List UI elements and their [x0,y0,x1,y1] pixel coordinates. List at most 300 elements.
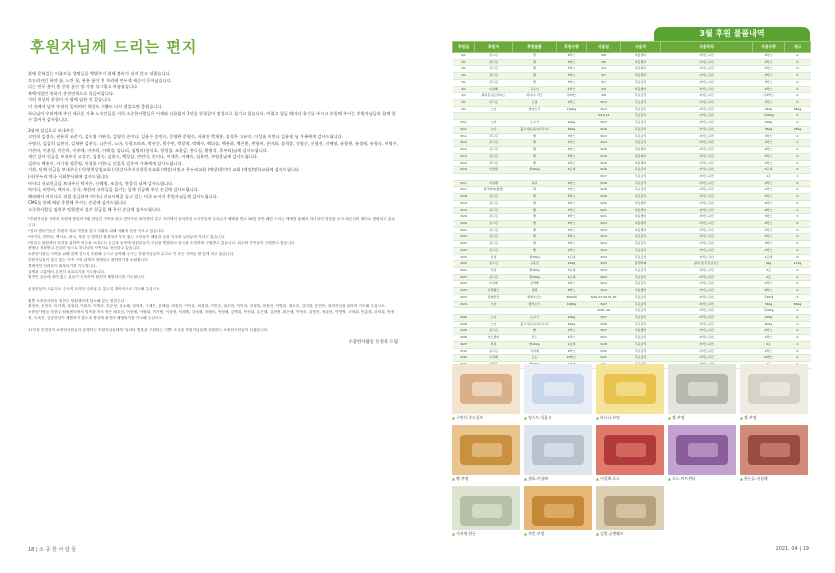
table-cell: 자석노숙인 [661,274,753,281]
table-cell: 제과점 윤브라더스 [475,93,513,100]
table-cell: 이천쌀 [475,167,513,174]
table-row [453,214,811,221]
table-cell: 구운김 [513,261,557,268]
table-cell: 4박스 [753,328,785,335]
table-row [453,133,811,140]
table-row [453,86,811,93]
table-cell: 아동센터 [621,66,661,73]
table-row [453,288,811,295]
photo-shape [688,382,718,396]
table-cell: 쌀10kg [513,254,557,261]
table-cell: 3/11 [453,126,475,133]
table-cell: 0 [785,207,811,214]
table-cell: 2포대 [557,274,587,281]
table-cell: 3/1 [453,53,475,60]
table-cell: 0 [785,73,811,80]
table-cell: 자석노숙인 [661,207,753,214]
table-cell: 존드림 [475,160,513,167]
header-cell: 사용처 [621,42,661,53]
table-cell: 빵 [513,133,557,140]
table-cell: 이성배 [475,355,513,362]
table-cell: 0 [785,241,811,248]
table-row [453,106,811,113]
footer-left-sep: | [35,547,38,553]
photo-caption: ▲ 샘표-이성배 [524,476,592,482]
table-cell: 4박스 [557,200,587,207]
table-cell: 빵 [513,214,557,221]
letter-paragraph-2: 3월에 섬김으로 보내주신 고연희 김경숙, 권용희 조준기, 김도영 이판숙, 김영진 손미나, 김용수 송연숙, 문영완 문영숙, 서화진 박재홍, 송경옥 고유미, 이성술 이민나 김유영 님 가족에게 감사드립니다. 구명신, 김갑희 김현인, 김재완 김현숙, 나은선, 노마, 동광프라즈, 박산순, 박수빈, 박창학, 박해수, 백다솔, 백용하, 백은환, 변영비, 손미화, 송희종, 신영순, 신형진, 신혜영, 유광현, 유정애, 유청숙, 이명수, 이산아, 이윤정, 이은희, 이주애, 이주희, 이해경, 임나리, 임병미(장지호, 정형철, 조윤금, 홍득실, 황영석, 후부리)님께 감사드립니다. 개인 감사 헌금을 보내주신 고강순, 김경숙, 김현숙, 백상삼, 변연미, 손미나, 이재은, 이혜숙, 임윤연, 주영훈님께 감사드립니다. 김현숙 백홍선, 이기형 정준영, 이성용 이한나, 인훈목 김온여 가족에게 감사드립니다. 기관, 단체 헌금을 보내주신 (거)양천상업교회 (거)강사주지선한목자교회 (예장)서빙고 온누리교회 (예장)행이덕 교회 (예장)명학교회에 감사드립니다. (사)온누리 약국 사회봉사회에 감사드립니다. 아이디 선교헌금을 보내주신 박서은, 신혜영, 조경숙, 한종석 님께 감사드립니다. 아이디, 비단비, 맥시코, 중국, 북한의 고아들을 섬기는 일에 헌금해 주신 손길에 감사드립니다. 해외에서 아이디로 직접 송금하여 아이디 선교사역을 돕고 있는 미국 뉴저지 후원자님들께 감사드립니다. CMS를 통해 매달 후원해 주시는 손길에 감사드립니다. 소중한사람들 임현주 팀원센터 설간 헌금을 해 주신 손길에 감사드립니다. [28,127,398,212]
table-cell: 5포대 [557,167,587,174]
photo-item [596,364,664,421]
table-row [453,167,811,174]
table-cell: 쌀10kg [513,167,557,174]
table-cell: 노아 [475,120,513,127]
table-cell: 0 [785,140,811,147]
table-cell: 0 [785,79,811,86]
table-cell: 0 [785,93,811,100]
table-cell: 3/22 [453,268,475,275]
table-cell: 25kg [785,126,811,133]
photo-caption: ▲ 식자재-한돈 [452,531,520,537]
table-cell: 0 [785,194,811,201]
table-cell: 장례식장 [475,294,513,301]
letter-section [28,36,398,546]
table-cell: 0 [785,100,811,107]
table-cell: 3/1 [453,79,475,86]
table-cell: 60kg [753,321,785,328]
table-cell: 자석노숙인 [661,328,753,335]
table-cell: 자석노숙인 [661,53,753,60]
table-cell: 3/16 [587,126,621,133]
table-cell: 쌀10kg [513,268,557,275]
table-cell: 자석노숙인 [661,113,753,120]
table-cell: 3/5 [587,59,621,66]
table-cell: 3박스 [557,79,587,86]
table-cell: 아동센터 [621,288,661,295]
table-cell: 0 [785,234,811,241]
table-cell: 무료급식 [621,120,661,127]
table-cell: 3/20 [453,214,475,221]
table-cell: 자석노숙인 [661,147,753,154]
donations-table-body [453,53,811,369]
photo-image [740,364,808,414]
table-row [453,207,811,214]
table-cell: 불고기(돈육이나고기) [513,321,557,328]
table-cell: 0 [785,167,811,174]
table-cell: 노아 [475,106,513,113]
table-cell: 부성 [475,341,513,348]
table-cell: 빵 [513,200,557,207]
photo-shape [616,443,646,457]
table-cell: 0 [785,173,811,180]
table-cell: 3/31 [587,348,621,355]
photo-item [524,486,592,537]
table-cell: 3/22 [453,254,475,261]
photo-shape [544,382,574,396]
table-row [453,254,811,261]
photo-image [524,364,592,414]
table-cell: 홈센터폐 [621,261,661,268]
table-cell: 자석노숙인 [661,321,753,328]
table-cell: 쌀 [513,79,557,86]
table-cell: 도넛 [513,100,557,107]
table-cell: 3/26,27,30,31,30 [587,294,621,301]
table-cell: 100kg [557,301,587,308]
table-cell: 아트센터 [475,335,513,342]
table-cell: 3/26 [453,315,475,322]
table-cell: 3/11 [453,133,475,140]
table-row [453,187,811,194]
table-row [453,281,811,288]
table-cell: 3박스 [557,73,587,80]
table-cell: 3/7 [587,73,621,80]
photo-shape [472,504,502,518]
photo-image [596,486,664,530]
table-cell: 2포 [753,341,785,348]
table-cell: 각3박스 [753,93,785,100]
photo-shape [760,443,790,457]
table-cell: 육류 [513,180,557,187]
table-cell: 0 [785,214,811,221]
table-cell: 3/31 [587,355,621,362]
letter-notes: *후원자님을 사랑과 후원에 힘입어 3월 한달간 가족을 잃고 맞닥뜨린 희망센터 입고 거리에서 유리하던 노숙인들의 무료급식 혜택을 받고 36일 동안 폐임 드리는 예배를 통해서 하나님의 말씀을 듣고 매순실의 재미로 편원되고 있습니다. *설리 샘들이들은 후원자 하위 직업을 갖고 자활을 위해 자활의 꿈을 키우고 있습니다. *아이디, 미얀마, 맥시코, 중국, 북한 등 열악한 환경에서 부모 없는 고아들이 폐암과 꿈을 키우며 무럭무럭 자라고 있습니다. *임현주 팀원센터 전경을 위하여 헌금을 보내주신 손길과 동역에 팀원무들이 주님을 영접하고 한국을 소망하며 구원받고 있습니다. 회주의 가족들이 구원받고 있습니다. 장애나 지원받고 건강한 팀으로 하나님의 사역자로 헌신하고 있습니다. 소중한사람들 사역을 위해 함께 걷도록 후원해 주시고 동역해 주시는 후원자님들의 수고로 이 모든 사역들 할 있게 하고 있습니다. 후원자님들이 있고 있는 가족 구의 관계가 형제되고 평안하기를 소원합니다. 경제적인 어려움이 회복되기를 기도합니다. 질병과 고통에서 온전히 치유되기를 기도합니다. 범적인 꿈들에 참여 있는 분들이 승리하여 완전히 해방되기를 기도합니다. 신형진님이 스튜디오 주시의 코리아 나비날 수 있도록 계속적으로 기도해 주십시오. 힘쫑 소중한사람들 임현주 팀원센터에 입소해 있는 임현주님 최정자, 신현숙, 이이제, 권정희, 이희숙, 이명숙, 인준정, 상수해, 정혁종, 구재은, 윤혜원, 최정민, 이덕윤, 최경희, 이인순, 권은미, 이이미, 강정임, 최용현, 이영관, 권오송, 김미향, 봉현덕, 권혁자님을 위하여 기도해 주십시오. 소중한사람들 임현주 팀원센터에서 임직을 자모 받은 배호남, 이종배, 이쌍희, 이가협, 이성정, 이재명, 김성배, 마혜숙, 박정혜, 김영희, 안정희, 유은혜, 김현정, 최은혜, 이영숙, 김영진, 정윤미, 이영영, 고애희, 인홍섭, 강미희, 박정혁, 이옥진, 김유면님이 재빨자기 않도록 항상에 완전히 해방되기를 기도해 주십시오. 17년을 한결같이 소중한사람들과 동행하는 후원자님들에게 '날마다 영혼을 구원하는 기쁨' 소식을 후원자님들께 선물하는 소중한사람들이 되겠습니다. [28,217,396,332]
table-cell: 자석노숙인 [661,180,753,187]
table-cell: 아동센터 [621,220,661,227]
table-cell: 3/7 [587,79,621,86]
table-cell: 무료급식 [621,308,661,315]
header-cell: 사용수량 [753,42,785,53]
table-cell: 무료급식 [621,187,661,194]
table-cell: 3/15 [453,167,475,174]
table-cell: 3000개 [557,294,587,301]
table-cell: 자석노숙인 [661,120,753,127]
table-cell: 3/30 [453,348,475,355]
table-cell: 자석노숙인 [661,187,753,194]
table-cell: 2박스 [753,348,785,355]
table-cell: 6박스 [557,288,587,295]
table-cell [475,308,513,315]
table-cell: 3/8 [587,93,621,100]
table-cell: 3/22 [453,220,475,227]
photo-item [524,425,592,482]
letter-paragraph-1: 흙에 묻혀있는 이름모를 생명들을 햇볕주기 위해 봄바가 쉬지 않고 내렸습니다. 토드러지던 하얀 꽃, 노란 꽃, 분홍 꽃이 진 자리에 연두색 새순이 돋아났습니다. 나는 연두 꽃이 봄 중의 꽃인 양 가장 싱그럽고 아름답습니다. 흑백이었던 천하가 총천연색으로 물들어갑니다. 가히 천상의 풍경이 이 땅에 임한 것 같습니다. 이 속에서 날아 우리의 일어버린 희망도 기쁨도 다시 찾았으면 좋겠습니다. 하나님이 우리에게 주신 새로운 가족 노숙인들을 저희 소중한사람들은 이제와 다름없이 1년을 한결같이 정성으로 섬기고 있습니다. 어렵고 힘들 때마다 용기를 주시고 후원해 주시는 후원자님들과 함께 할 수 있어서 감사합니다. [28,71,396,123]
table-cell: 자석노숙인 [661,247,753,254]
photo-shape [544,443,574,457]
table-cell: 빵 [513,207,557,214]
table-cell: 빵 [513,153,557,160]
table-cell: 빵 [513,247,557,254]
table-row [453,308,811,315]
table-row [453,113,811,120]
table-cell [453,113,475,120]
photo-item [740,425,808,482]
table-cell: 20kg [557,120,587,127]
table-cell: 2박스 [753,180,785,187]
table-cell: 0 [785,268,811,275]
table-cell: 3박스 [557,241,587,248]
table-cell: 빵 [513,227,557,234]
table-cell: 무료급식 [621,194,661,201]
table-cell: 1박스 [753,335,785,342]
table-cell: 3/24 [587,241,621,248]
table-cell: 3/21 [587,207,621,214]
table-cell: 3/22 [453,227,475,234]
table-cell: 3포대 [557,268,587,275]
table-cell: 무료급식 [621,294,661,301]
table-cell: 자석노숙인 [661,227,753,234]
table-cell: 존드림 [475,79,513,86]
table-cell: 3/23 [587,268,621,275]
table-cell: 3/28, 29 [587,308,621,315]
table-row [453,227,811,234]
table-cell: 3/17 [453,180,475,187]
table-cell: 2박스 [753,86,785,93]
table-cell: 3/16 [587,153,621,160]
table-cell: 불고기(돈육이나고기) [513,126,557,133]
table-row [453,153,811,160]
table-cell: 떡 [513,187,557,194]
table-cell: 3/18 [587,187,621,194]
photo-row [452,364,810,421]
table-cell: 아동센터 [621,214,661,221]
donations-banner: 3월 후원 물품내역 [654,27,810,41]
table-cell [453,173,475,180]
table-cell: 1박스 [557,247,587,254]
table-cell: 6박스 [753,288,785,295]
table-cell: 3/19 [453,200,475,207]
table-row [453,200,811,207]
table-cell: 자석노숙인 [661,335,753,342]
table-cell: 존드림 [475,274,513,281]
header-cell: 사용목적 [661,42,753,53]
table-cell: 아동센터 [621,160,661,167]
table-cell: 부성 [475,254,513,261]
table-cell: 무료급식 [621,113,661,120]
photo-item [596,486,664,537]
table-row [453,355,811,362]
table-cell: 4박스 [753,147,785,154]
table-cell: 무료급식 [621,100,661,107]
table-cell: 3박스 [557,214,587,221]
photo-image [452,486,520,530]
table-cell: 3/24 [587,281,621,288]
table-cell: 무료급식 [621,126,661,133]
table-cell: 무료급식 [621,348,661,355]
table-cell: 0 [785,321,811,328]
table-cell: 4박스 [753,194,785,201]
table-cell: 자석노숙인 [661,214,753,221]
table-cell: 3/22 [453,247,475,254]
table-cell: 무료급식 [621,274,661,281]
photo-image [668,425,736,475]
photo-item [668,425,736,482]
table-cell: 존드림 [475,261,513,268]
table-cell: 자석노숙인 [661,234,753,241]
table-cell: 0 [785,288,811,295]
table-cell: 존드림 [475,53,513,60]
table-cell: 3/24 [453,301,475,308]
table-cell: 무료급식 [621,268,661,275]
table-cell: 자석노숙인 [661,73,753,80]
table-cell: 존드림 [475,241,513,248]
photo-shape [544,504,574,518]
table-cell: 빵 [513,140,557,147]
table-cell: 무료급식 [621,321,661,328]
table-cell: 자석노숙인 [661,79,753,86]
table-cell: 0 [785,86,811,93]
table-cell: 3박스 [753,73,785,80]
photo-caption: ▲ 쌀-부명 [668,415,736,421]
table-cell: 3/23 [453,288,475,295]
table-cell: 3/24 [587,234,621,241]
table-cell: 3/16 [587,147,621,154]
table-row [453,274,811,281]
table-cell: 0 [785,133,811,140]
table-cell: 자석노숙인 [661,315,753,322]
table-cell: 이성배 [475,281,513,288]
table-cell [453,308,475,315]
table-cell: 무료급식 [621,315,661,322]
table-cell: 2박스 [557,100,587,107]
table-cell: 각10kg [753,308,785,315]
photo-shape [472,382,502,396]
table-cell: 자석노숙인 [661,268,753,275]
table-cell: 3/17 [453,187,475,194]
table-cell: 4박스 [557,194,587,201]
photo-grid [452,364,810,541]
table-row [453,241,811,248]
table-cell: 쌀이오기 [513,106,557,113]
table-cell: 빵 [513,59,557,66]
table-row [453,120,811,127]
table-cell [513,173,557,180]
table-cell: 아동센터 [621,53,661,60]
table-cell [475,113,513,120]
photo-item [452,364,520,421]
table-cell: 소고기 [513,120,557,127]
table-cell: 빵 [513,328,557,335]
table-cell: 3/1 [453,93,475,100]
table-cell: 0 [785,66,811,73]
table-row [453,126,811,133]
table-cell: 무료급식 [621,79,661,86]
table-cell: 1박스 [557,140,587,147]
table-cell: 빵 [513,241,557,248]
table-cell: 3/30 [453,355,475,362]
table-cell: 만두 [513,335,557,342]
photo-caption: ▲ 김밥-글렌웰즈 [596,531,664,537]
table-cell: 자석노숙인 [661,348,753,355]
table-cell: 3/23 [587,261,621,268]
table-cell: 3/13 [587,100,621,107]
table-cell: 쌀이오기 [513,301,557,308]
table-cell: 2박스 [753,100,785,107]
table-cell: 자석노숙인 [661,288,753,295]
table-cell: 자석노숙인 [661,140,753,147]
table-cell: 35kg [753,126,785,133]
table-cell: 병영수나스 [513,294,557,301]
table-cell: 0 [785,53,811,60]
table-cell: 존드림 [475,59,513,66]
table-cell: 빵 [513,234,557,241]
table-row [453,220,811,227]
table-cell: 3/22 [453,234,475,241]
table-cell: 이성배 [475,86,513,93]
table-cell: 존드림 [475,140,513,147]
table-cell: 100kg [557,106,587,113]
table-cell: 3/17 [587,173,621,180]
table-cell: 3/27 [587,335,621,342]
table-row [453,268,811,275]
table-cell: 무료급식 [621,355,661,362]
table-cell: 3/12 [453,140,475,147]
table-cell: 노아 [475,126,513,133]
table-cell: 3/1 [453,86,475,93]
table-cell: 2박스 [557,59,587,66]
table-cell: 3/11 [453,120,475,127]
table-cell: 자석노숙인 [661,281,753,288]
table-cell: 자석노숙인 [661,86,753,93]
table-cell: 1박스 [557,187,587,194]
table-cell: 존드림 [475,227,513,234]
table-cell: 자석노숙인 [661,355,753,362]
table-cell: 부성 [475,268,513,275]
table-cell: 3/14 [587,140,621,147]
table-cell: 0 [785,160,811,167]
table-row [453,180,811,187]
photo-caption: ▲ 정스프-서울시 [524,415,592,421]
table-cell: 자석노숙인 [661,241,753,248]
table-cell: 1박스 [753,281,785,288]
header-cell: 후원수량 [557,42,587,53]
table-cell: 한국와바(종합) [475,187,513,194]
table-cell: 4박스 [753,53,785,60]
photo-caption: ▲ 빵-부명 [452,476,520,482]
table-cell: 바나나, 키즈 [513,93,557,100]
table-cell: 3/30 [587,321,621,328]
photo-item [452,425,520,482]
footer-right [775,546,809,552]
table-cell: 3/13 [453,153,475,160]
table-cell: 아동센터 [621,328,661,335]
photo-caption: ▲ 포도-아트센터 [668,476,736,482]
table-cell: 2박스 [753,160,785,167]
photo-image [524,486,592,530]
table-cell: 0 [785,335,811,342]
table-cell: 3/28 [587,341,621,348]
table-cell: 자석노숙인 [661,126,753,133]
table-row [453,335,811,342]
table-cell: 자석노숙인 [661,220,753,227]
table-cell: 3/21 [587,214,621,221]
table-cell: 3/12 [453,147,475,154]
table-row [453,140,811,147]
table-cell: 자석노숙인 [661,308,753,315]
table-row [453,53,811,60]
table-cell: 3박스 [753,214,785,221]
table-cell: 0 [785,220,811,227]
table-cell: 소고기 [513,315,557,322]
table-cell: 66kg [785,106,811,113]
table-cell: 존드림 [475,153,513,160]
table-cell: 각3박스 [557,93,587,100]
table-cell: 존드림 [475,234,513,241]
table-cell: 3/26 [453,335,475,342]
donations-table [452,41,811,369]
table-cell: 존드림 [475,247,513,254]
table-cell: 0 [785,308,811,315]
table-cell: 0 [785,180,811,187]
